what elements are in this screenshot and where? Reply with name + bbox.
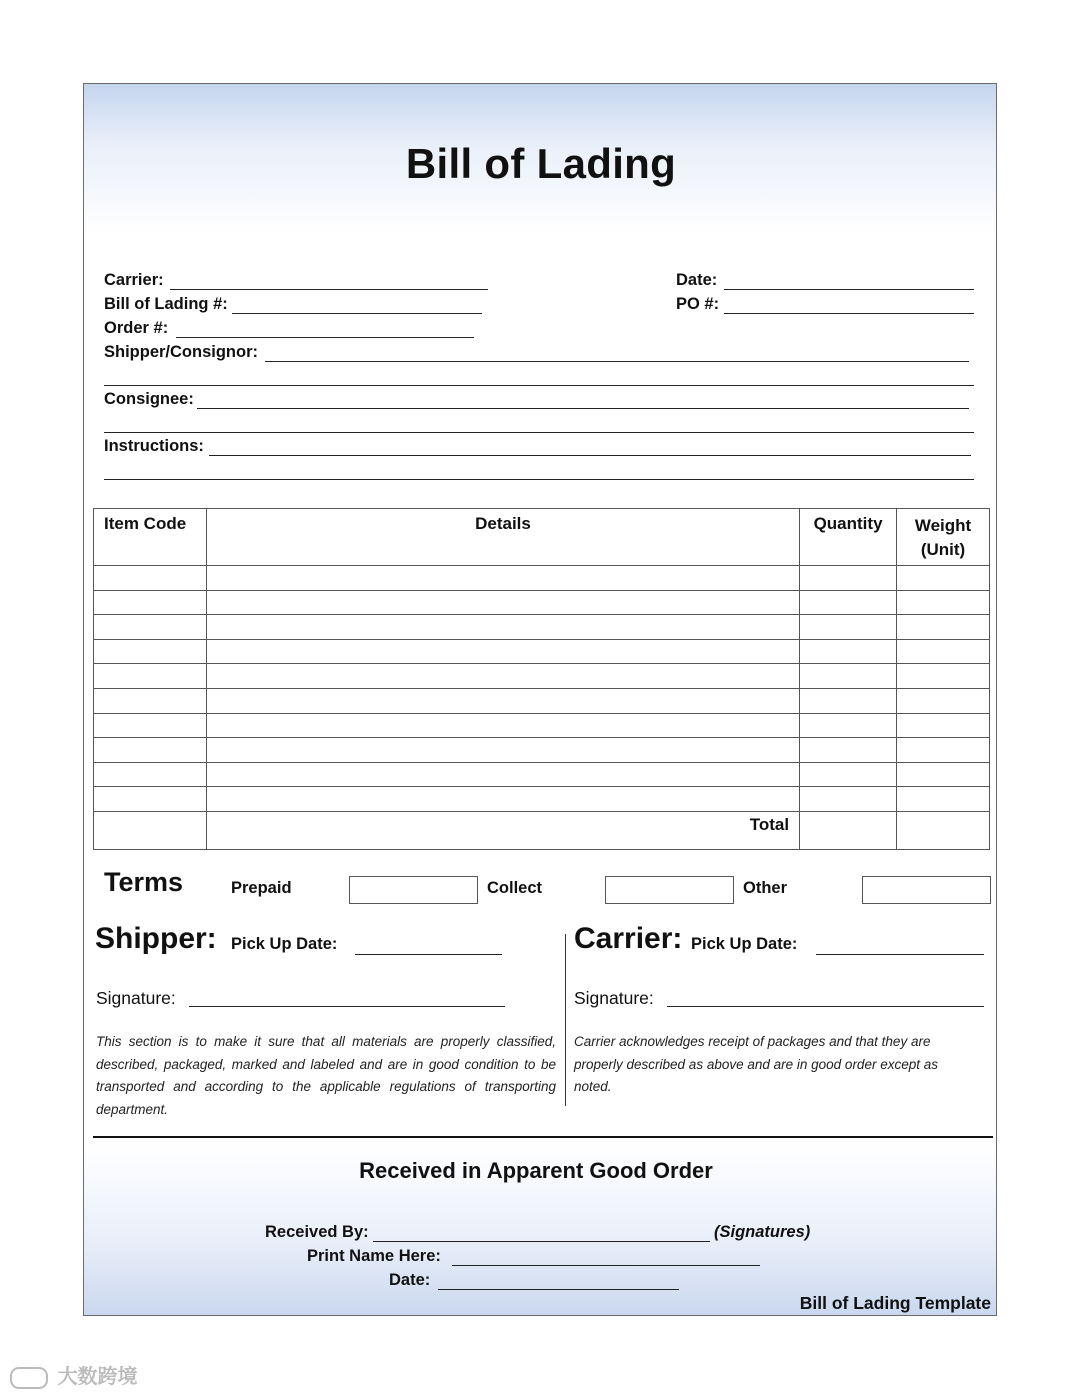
table-row <box>94 590 990 615</box>
consignee-field-line2[interactable] <box>104 432 974 433</box>
table-row <box>94 738 990 763</box>
received-by-label: Received By: <box>265 1223 369 1241</box>
item-code-cell[interactable] <box>94 639 207 664</box>
details-cell[interactable] <box>206 713 799 738</box>
shipper-pickup-label: Pick Up Date: <box>231 935 338 953</box>
collect-box[interactable] <box>605 876 734 904</box>
received-date-field[interactable] <box>438 1289 679 1290</box>
item-code-cell[interactable] <box>94 811 207 849</box>
po-field[interactable] <box>724 313 974 314</box>
table-row <box>94 688 990 713</box>
print-name-field[interactable] <box>452 1265 760 1266</box>
quantity-cell[interactable] <box>800 664 897 689</box>
shipper-consignor-field-line2[interactable] <box>104 385 974 386</box>
table-row <box>94 566 990 591</box>
table-header-row <box>94 509 990 566</box>
watermark-icon <box>10 1367 48 1389</box>
item-code-cell[interactable] <box>94 762 207 787</box>
terms-heading: Terms <box>104 867 184 897</box>
bill-of-lading-page <box>83 83 997 1316</box>
bill-of-lading-field[interactable] <box>232 313 482 314</box>
weight-cell[interactable] <box>897 639 990 664</box>
footer-label: Bill of Lading Template <box>799 1293 991 1313</box>
weight-cell[interactable] <box>897 566 990 591</box>
item-code-cell[interactable] <box>94 787 207 812</box>
item-code-cell[interactable] <box>94 688 207 713</box>
shipper-signature-label: Signature: <box>96 988 176 1008</box>
item-code-cell[interactable] <box>94 738 207 763</box>
carrier-pickup-field[interactable] <box>816 954 984 955</box>
total-weight-cell[interactable] <box>897 811 990 849</box>
details-cell[interactable] <box>206 615 799 640</box>
received-by-field[interactable] <box>373 1241 710 1242</box>
item-code-cell[interactable] <box>94 713 207 738</box>
watermark-text: 大数跨境 <box>57 1366 138 1388</box>
shipper-consignor-label: Shipper/Consignor: <box>104 343 258 361</box>
date-field[interactable] <box>724 289 974 290</box>
received-date-label: Date: <box>389 1271 431 1289</box>
table-row <box>94 762 990 787</box>
quantity-cell[interactable] <box>800 615 897 640</box>
order-label: Order #: <box>104 319 169 337</box>
shipper-consignor-field[interactable] <box>265 361 969 362</box>
quantity-cell[interactable] <box>800 738 897 763</box>
details-cell[interactable] <box>206 590 799 615</box>
quantity-cell[interactable] <box>800 713 897 738</box>
weight-header: Weight (Unit) <box>897 509 990 566</box>
details-cell[interactable] <box>206 664 799 689</box>
instructions-field-line2[interactable] <box>104 479 974 480</box>
weight-cell[interactable] <box>897 688 990 713</box>
total-label: Total <box>206 811 799 849</box>
weight-cell[interactable] <box>897 787 990 812</box>
table-row <box>94 787 990 812</box>
details-cell[interactable] <box>206 639 799 664</box>
shipper-pickup-field[interactable] <box>355 954 502 955</box>
print-name-label: Print Name Here: <box>307 1247 441 1265</box>
carrier-pickup-label: Pick Up Date: <box>691 935 798 953</box>
weight-cell[interactable] <box>897 738 990 763</box>
item-code-cell[interactable] <box>94 566 207 591</box>
watermark-logo <box>10 1360 138 1389</box>
signatures-note: (Signatures) <box>714 1223 811 1241</box>
carrier-heading: Carrier: <box>574 922 683 955</box>
details-cell[interactable] <box>206 688 799 713</box>
collect-label: Collect <box>487 879 543 897</box>
total-quantity-cell[interactable] <box>800 811 897 849</box>
page-title: Bill of Lading <box>405 140 677 187</box>
quantity-cell[interactable] <box>800 688 897 713</box>
prepaid-label: Prepaid <box>231 879 292 897</box>
other-box[interactable] <box>862 876 991 904</box>
quantity-cell[interactable] <box>800 590 897 615</box>
shipper-note: This section is to make it sure that all materials are properly classified, described, packaged, marked and labeled and are in good condition to be transported and according to the applicable regulations of transporting department. <box>96 1034 556 1117</box>
table-row <box>94 615 990 640</box>
items-table <box>93 508 990 850</box>
quantity-cell[interactable] <box>800 762 897 787</box>
carrier-signature-field[interactable] <box>667 1006 984 1007</box>
shipper-signature-field[interactable] <box>189 1006 505 1007</box>
prepaid-box[interactable] <box>349 876 478 904</box>
weight-cell[interactable] <box>897 762 990 787</box>
received-heading: Received in Apparent Good Order <box>359 1158 713 1183</box>
item-code-cell[interactable] <box>94 615 207 640</box>
details-cell[interactable] <box>206 566 799 591</box>
date-label: Date: <box>676 271 718 289</box>
table-row <box>94 713 990 738</box>
shipper-heading: Shipper: <box>95 922 217 955</box>
consignee-label: Consignee: <box>104 390 194 408</box>
item-code-cell[interactable] <box>94 664 207 689</box>
item-code-cell[interactable] <box>94 590 207 615</box>
other-label: Other <box>743 879 788 897</box>
weight-cell[interactable] <box>897 713 990 738</box>
details-header: Details <box>206 509 799 566</box>
item-code-header: Item Code <box>94 509 207 566</box>
quantity-cell[interactable] <box>800 787 897 812</box>
quantity-cell[interactable] <box>800 566 897 591</box>
table-row <box>94 639 990 664</box>
instructions-label: Instructions: <box>104 437 204 455</box>
po-label: PO #: <box>676 295 720 313</box>
carrier-label: Carrier: <box>104 271 164 289</box>
section-divider <box>565 934 566 1106</box>
details-cell[interactable] <box>206 787 799 812</box>
weight-cell[interactable] <box>897 590 990 615</box>
weight-cell[interactable] <box>897 664 990 689</box>
carrier-field[interactable] <box>170 289 488 290</box>
received-separator <box>93 1136 993 1138</box>
carrier-signature-label: Signature: <box>574 988 654 1008</box>
order-field[interactable] <box>176 337 474 338</box>
total-row <box>94 811 990 849</box>
weight-cell[interactable] <box>897 615 990 640</box>
quantity-header: Quantity <box>800 509 897 566</box>
consignee-field[interactable] <box>197 408 969 409</box>
bill-of-lading-label: Bill of Lading #: <box>104 295 228 313</box>
details-cell[interactable] <box>206 738 799 763</box>
quantity-cell[interactable] <box>800 639 897 664</box>
details-cell[interactable] <box>206 762 799 787</box>
instructions-field[interactable] <box>209 455 971 456</box>
table-row <box>94 664 990 689</box>
carrier-note: Carrier acknowledges receipt of packages and that they are properly described as above and are in good order except as noted. <box>574 1034 938 1095</box>
